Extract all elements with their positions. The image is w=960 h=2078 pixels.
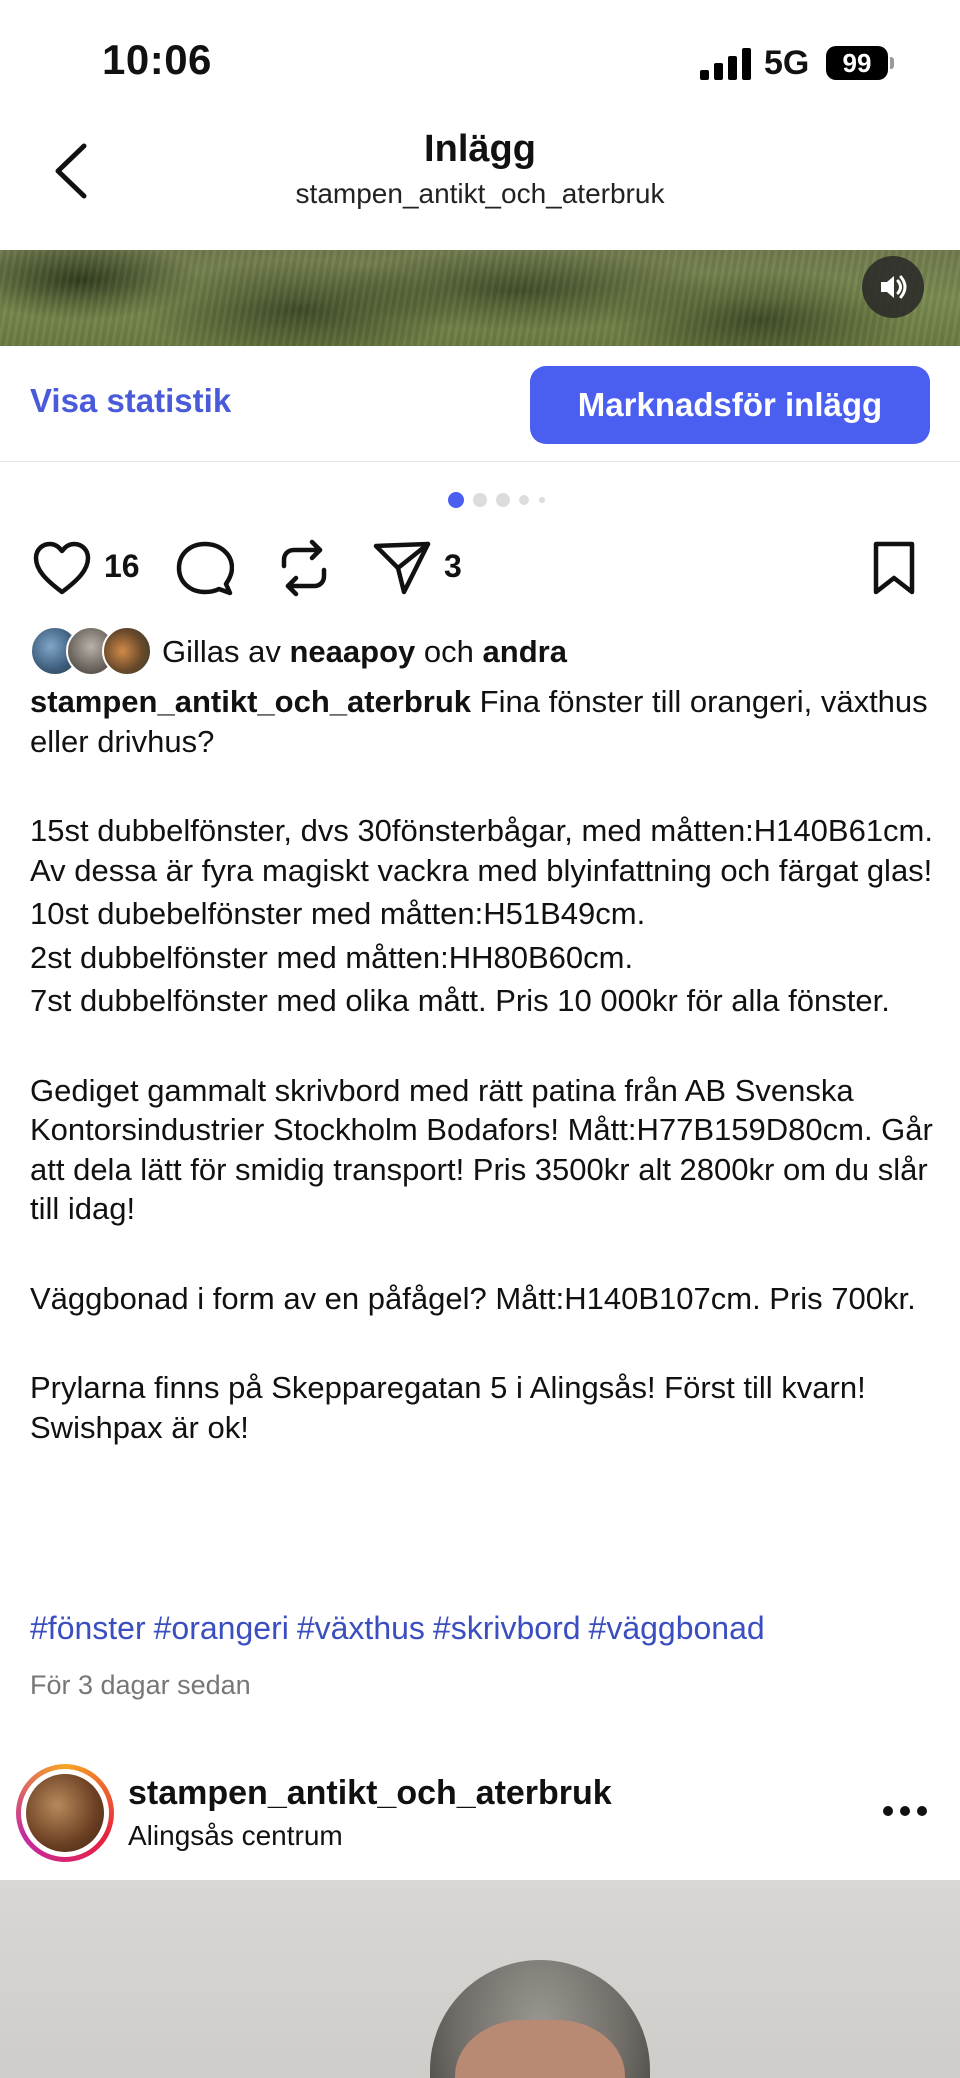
carousel-dot-2 xyxy=(473,493,487,507)
promote-button[interactable]: Marknadsför inlägg xyxy=(530,366,930,444)
avatar-frame xyxy=(21,1769,109,1857)
paper-plane-icon[interactable] xyxy=(372,538,432,598)
caption-first-line xyxy=(30,682,940,761)
share-count[interactable]: 3 xyxy=(444,548,462,584)
hashtag-link[interactable]: #fönster xyxy=(30,1610,146,1646)
liked-by[interactable] xyxy=(30,626,930,676)
hashtag-link[interactable]: #växthus xyxy=(296,1610,425,1646)
caption-spacer xyxy=(30,1021,940,1071)
liked-by-user[interactable]: neaapoy xyxy=(289,634,416,669)
caption-paragraph: 7st dubbelfönster med olika mått. Pris 10 000kr för alla fönster. xyxy=(30,983,890,1018)
page-subtitle[interactable]: stampen_antikt_och_aterbruk xyxy=(295,178,665,209)
liked-by-prefix: Gillas av xyxy=(162,634,281,669)
carousel-dot-1 xyxy=(448,492,464,508)
liked-by-others[interactable]: andra xyxy=(482,634,567,669)
next-post-header xyxy=(0,1760,960,1880)
nav-header xyxy=(0,120,960,250)
post-media[interactable] xyxy=(0,250,960,346)
more-dots-icon[interactable] xyxy=(880,1796,930,1826)
status-bar xyxy=(0,0,960,120)
caption-paragraph: 10st dubebelfönster med måtten:H51B49cm. xyxy=(30,896,646,931)
caption-spacer xyxy=(30,1318,940,1368)
engagement-bar xyxy=(0,528,960,608)
caption-spacer xyxy=(30,761,940,811)
carousel-indicator xyxy=(440,490,560,510)
bookmark-icon[interactable] xyxy=(870,540,918,598)
hashtag-link[interactable]: #väggbonad xyxy=(588,1610,765,1646)
heart-icon[interactable] xyxy=(32,540,92,596)
next-post-media[interactable] xyxy=(0,1880,960,2078)
insights-row xyxy=(0,346,960,462)
avatar xyxy=(26,1774,104,1852)
view-insights-link[interactable]: Visa statistik xyxy=(30,382,232,419)
liked-by-text xyxy=(162,634,567,670)
repost-icon[interactable] xyxy=(276,538,332,598)
network-type: 5G xyxy=(764,44,810,82)
post-author-username[interactable]: stampen_antikt_och_aterbruk xyxy=(128,1774,612,1812)
liker-avatars xyxy=(30,626,154,676)
carousel-dot-3 xyxy=(496,493,510,507)
caption-paragraph: 15st dubbelfönster, dvs 30fönsterbågar, med måtten:H140B61cm. Av dessa är fyra magiskt vackra med blyinfattning och färgat glas! xyxy=(30,813,933,888)
caption-paragraph: Väggbonad i form av en påfågel? Mått:H140B107cm. Pris 700kr. xyxy=(30,1280,916,1316)
sound-button[interactable] xyxy=(862,256,924,318)
battery-level: 99 xyxy=(826,46,888,80)
carousel-dot-5 xyxy=(539,497,545,503)
post-caption xyxy=(30,682,940,1447)
media-texture xyxy=(0,250,960,346)
page-title: Inlägg xyxy=(424,128,536,170)
caption-paragraph: 2st dubbelfönster med måtten:HH80B60cm. xyxy=(30,939,634,975)
caption-spacer xyxy=(30,1229,940,1279)
caption-paragraph: Gediget gammalt skrivbord med rätt patina från AB Svenska Kontorsindustrier Stockholm Bodafors! Mått:H77B159D80cm. Går att dela lätt för smidig transport! Pris 3500kr alt 2800kr om du slår till idag! xyxy=(30,1072,933,1226)
post-location[interactable]: Alingsås centrum xyxy=(128,1820,343,1851)
caption-line-1: Fina fönster till orangeri, växthus eller drivhus? xyxy=(30,684,928,759)
battery-icon xyxy=(826,46,894,80)
caption-paragraph: Prylarna finns på Skepparegatan 5 i Alingsås! Först till kvarn! Swishpax är ok! xyxy=(30,1370,866,1445)
carousel-dot-4 xyxy=(519,495,529,505)
avatar xyxy=(102,626,152,676)
story-ring[interactable] xyxy=(16,1764,114,1862)
status-time: 10:06 xyxy=(102,36,212,83)
like-count[interactable]: 16 xyxy=(104,548,140,584)
hashtag-link[interactable]: #orangeri xyxy=(153,1610,289,1646)
comment-bubble-icon[interactable] xyxy=(176,540,234,598)
battery-tip xyxy=(890,57,894,69)
post-timestamp: För 3 dagar sedan xyxy=(30,1670,251,1700)
signal-icon xyxy=(700,48,752,80)
caption-username[interactable]: stampen_antikt_och_aterbruk xyxy=(30,684,472,719)
hashtag-link[interactable]: #skrivbord xyxy=(432,1610,581,1646)
speaker-icon xyxy=(877,271,909,303)
liked-by-middle: och xyxy=(423,634,474,669)
hashtag-list xyxy=(30,1610,940,1647)
